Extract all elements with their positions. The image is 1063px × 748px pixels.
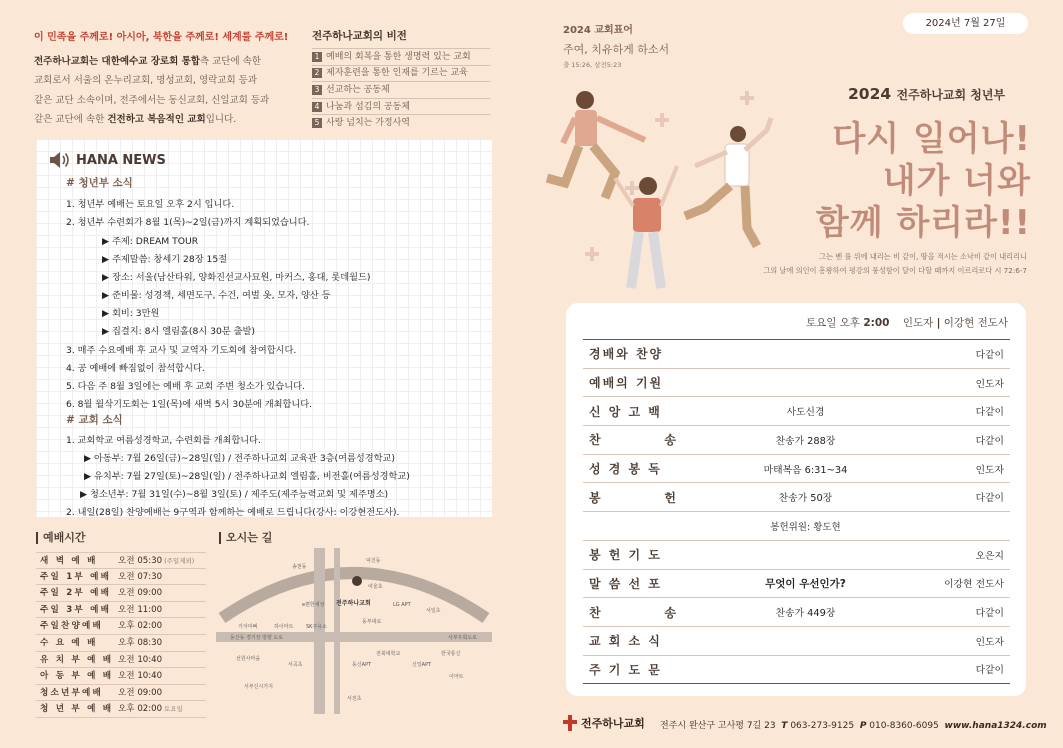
order-label: 예배의 기원: [589, 376, 664, 391]
retreat-verse: ▶ 주제말씀: 창세기 28장 15절: [102, 254, 228, 265]
worship-name: 주일 2부 예배: [40, 588, 112, 599]
woman-figure: [615, 166, 677, 288]
order-label: 경배와 찬양: [589, 347, 664, 362]
order-row: [583, 483, 1010, 512]
vision-item: [312, 48, 490, 65]
vision-list: [312, 28, 490, 131]
worship-time: 오전 07:30: [118, 571, 163, 582]
church-logo: 전주하나교회: [563, 715, 645, 731]
map-label-e: 서일초: [426, 608, 441, 614]
vision-item: [312, 65, 490, 82]
worship-time: 오전 09:00: [118, 687, 163, 698]
worship-order-header: 토요일 오후 2:00 인도자 | 이강현 전도사: [805, 317, 1008, 329]
order-row: [583, 570, 1010, 599]
intro-line-2: 교회로서 서울의 온누리교회, 명성교회, 영락교회 등과: [34, 75, 258, 87]
youth-news-1: 1. 청년부 예배는 토요일 오후 2시 입니다.: [66, 199, 235, 210]
vision-number: 1: [312, 52, 322, 62]
worship-name: 주일 1부 예배: [40, 571, 112, 582]
vision-number: 4: [312, 102, 322, 112]
vision-item: [312, 98, 490, 115]
order-row: [583, 627, 1010, 656]
order-row: [583, 541, 1010, 570]
worship-time-row: [36, 635, 206, 652]
kids-camp: ▶ 아동부: 7월 26일(금)~28일(일) / 전주하나교회 교육관 3층(여름성경학교): [84, 453, 395, 464]
map-label-f: e편한세상: [302, 602, 325, 608]
worship-time-row: [36, 668, 206, 685]
youth-dept-title: 2024 전주하나교회 청년부: [848, 85, 1006, 103]
worship-time-row: [36, 585, 206, 602]
church-intro: [34, 28, 294, 130]
times-title: 예배시간: [36, 532, 86, 544]
retreat-theme: ▶ 주제: DREAM TOUR: [102, 236, 199, 247]
order-label: 신 앙 고 백: [589, 404, 662, 419]
order-label: 봉 헌 기 도: [589, 548, 662, 563]
worship-time-row: [36, 569, 206, 586]
map-label-h: 가자미뼈: [238, 624, 258, 630]
order-row: [583, 369, 1010, 398]
map-label-m: 서부우회도로: [448, 635, 477, 641]
worship-time-row: [36, 701, 206, 718]
order-detail: 마태복음 6:31~34: [763, 464, 848, 476]
order-row: [583, 455, 1010, 484]
man-right-figure: [685, 118, 771, 246]
youth-news-3: 3. 매주 수요예배 후 교사 및 교역자 기도회에 참여합시다.: [66, 345, 297, 356]
vision-number: 5: [312, 118, 322, 128]
map-label-n: 전북대학교: [376, 651, 401, 657]
vertical-road-2: [334, 548, 340, 714]
order-leader: 다같이: [975, 493, 1004, 505]
church-pin-icon: [352, 576, 362, 586]
intro-line-4: 같은 교단에 속한 건전하고 복음적인 교회입니다.: [34, 114, 237, 126]
retreat-fee: ▶ 회비: 3만원: [102, 308, 160, 319]
order-row: [583, 512, 1010, 541]
map-label-s: 한국통신: [441, 651, 461, 657]
worship-time-row: [36, 552, 206, 569]
vertical-road-1: [314, 548, 325, 714]
map-label-r: 신일APT: [412, 662, 432, 668]
map-label-v: 이마트: [449, 674, 464, 680]
order-row: [583, 426, 1010, 455]
order-detail: 찬송가 449장: [775, 608, 836, 620]
worship-name: 수 요 예 배: [40, 637, 98, 648]
intro-headline: 이 민족을 주께로! 아시아, 북한을 주께로! 세계를 주께로!: [34, 32, 289, 43]
dancing-people-illustration: [545, 88, 795, 293]
worship-name: 청 년 부 예 배: [40, 704, 114, 715]
worship-time: 오후 08:30: [118, 637, 163, 648]
order-row: [583, 656, 1010, 685]
worship-time-row: [36, 618, 206, 635]
vision-title: 전주하나교회의 비전: [312, 30, 407, 42]
order-leader: 인도자: [975, 636, 1004, 648]
speaker-icon: [48, 151, 70, 169]
order-label: 봉 헌: [589, 490, 678, 505]
intro-line-3: 같은 교단 소속이며, 전주에서는 동신교회, 신일교회 등과: [34, 94, 270, 106]
retreat-supplies: ▶ 준비물: 성경책, 세면도구, 수건, 여벌 옷, 모자, 양산 등: [102, 290, 331, 301]
worship-times-table: [36, 552, 206, 718]
church-news-1: 1. 교회학교 여름성경학교, 수련회를 개최합니다.: [66, 435, 261, 446]
vision-text: 선교하는 공동체: [326, 84, 390, 95]
theme-line-1: 다시 일어나!: [832, 119, 1031, 159]
vision-item: [312, 114, 490, 131]
map-label-d: LG APT: [393, 602, 411, 608]
theme-line-3: 함께 하리라!!: [815, 203, 1031, 243]
vision-text: 사랑 넘치는 가정사역: [326, 118, 410, 129]
map-label-c: 여울초: [368, 584, 383, 590]
worship-time-row: [36, 652, 206, 669]
worship-time: 오전 10:40: [118, 671, 163, 682]
worship-name: 새 벽 예 배: [40, 556, 98, 566]
worship-name: 아 동 부 예 배: [40, 671, 114, 682]
preschool-camp: ▶ 유치부: 7월 27일(토)~28일(일) / 전주하나교회 엘림홀, 비전홀(여름성경학교): [84, 471, 410, 482]
worship-time-row: [36, 602, 206, 619]
order-leader: 오은지: [975, 550, 1004, 562]
worship-name: 유 치 부 예 배: [40, 654, 114, 665]
map-label-l: 동산동 경기장 방향 도로: [230, 635, 284, 641]
order-leader: 다같이: [975, 349, 1004, 361]
order-label: 성 경 봉 독: [589, 462, 662, 477]
order-leader: 인도자: [975, 378, 1004, 390]
order-detail: 찬송가 50장: [778, 493, 833, 505]
church-news-header: # 교회 소식: [66, 414, 123, 426]
order-leader: 다같이: [975, 665, 1004, 677]
theme-verse: 그는 벤 풀 위에 내리는 비 같이, 땅을 적시는 소낙비 같이 내리리니 그의 날에 의인이 흥왕하여 평강의 풍성함이 달이 다할 때까지 이르리로다 시 72:6-7: [763, 252, 1027, 275]
map-label-u: 서전초: [347, 696, 362, 702]
worship-time: 오전 11:00: [118, 604, 163, 615]
cross-logo-icon: [563, 715, 577, 731]
vision-number: 3: [312, 85, 322, 95]
map-church-label: 전주하나교회: [336, 600, 371, 607]
worship-name: 청소년부예배: [40, 687, 104, 698]
worship-order-list: [583, 339, 1010, 684]
worship-order-card: [566, 303, 1026, 696]
map-label-p: 선원사마을: [236, 656, 261, 662]
worship-time: 오후 02:00: [118, 621, 163, 632]
vision-text: 제자훈련을 통한 인재를 기르는 교육: [326, 68, 468, 79]
youth-news-6: 6. 8월 월삭기도회는 1일(목)에 새벽 5시 30분에 개최합니다.: [66, 399, 313, 410]
order-row: [583, 598, 1010, 627]
order-label: 찬 송: [589, 433, 678, 448]
order-label: 찬 송: [589, 605, 678, 620]
hana-news-box: [36, 139, 492, 517]
order-leader: 다같이: [975, 407, 1004, 419]
worship-time: 오후 02:00 토요일: [118, 704, 183, 715]
date-badge: 2024년 7월 27일: [903, 13, 1028, 34]
motto-ref: 출 15:26, 살전5:23: [563, 61, 622, 69]
order-label: 주 기 도 문: [589, 662, 662, 677]
youth-news-4: 4. 공 예배에 빠짐없이 참석합시다.: [66, 363, 205, 374]
youth-news-2: 2. 청년부 수련회가 8월 1(목)~2일(금)까지 계획되었습니다.: [66, 217, 310, 228]
map-label-b: 덕진동: [366, 558, 381, 564]
map-label-g: 동부대로: [362, 619, 382, 625]
map-label-i: 하이마트: [274, 624, 294, 630]
map-label-q: 동신APT: [352, 662, 372, 668]
order-label: 교 회 소 식: [589, 634, 662, 649]
footer-website[interactable]: www.hana1324.com: [944, 721, 1047, 731]
theme-line-2: 내가 너와: [882, 161, 1031, 201]
map-label-o: 서곡초: [288, 662, 303, 668]
worship-name: 주일 3부 예배: [40, 604, 112, 615]
church-news-2: 2. 내일(28일) 찬양예배는 9구역과 함께하는 예배로 드립니다(강사: 이강현전도사).: [66, 507, 400, 518]
map-label-j: SK주유소: [306, 624, 327, 630]
worship-time-row: [36, 685, 206, 702]
motto-text: 주여, 치유하게 하소서: [563, 43, 670, 56]
worship-time: 오전 09:00: [118, 588, 163, 599]
retreat-place: ▶ 장소: 서울(남산타워, 양화진선교사묘원, 마커스, 홍대, 롯데월드): [102, 272, 371, 283]
theme-title: [816, 118, 1031, 244]
order-label: 말 씀 선 포: [589, 576, 662, 591]
vision-text: 나눔과 섬김의 공동체: [326, 101, 410, 112]
order-detail: 사도신경: [786, 407, 825, 419]
footer-contact: 전주시 완산구 고사평 7길 23 T 063-273-9125 P 010-8360-6095 www.hana1324.com: [660, 721, 1047, 731]
worship-name: 주일찬양예배: [40, 621, 104, 632]
worship-time: 오전 05:30 (주일제외): [118, 556, 195, 566]
intro-line-1: 전주하나교회는 대한예수교 장로회 통합측 교단에 속한: [34, 55, 262, 67]
map-title: 오시는 길: [219, 532, 272, 544]
order-detail: 무엇이 우선인가?: [765, 577, 846, 590]
motto-label: 2024 교회표어: [563, 25, 633, 36]
directions-map: [216, 548, 492, 714]
youth-news-5: 5. 다음 주 8월 3일에는 예배 후 교회 주변 청소가 있습니다.: [66, 381, 305, 392]
order-leader: 다같이: [975, 608, 1004, 620]
youth-news-header: # 청년부 소식: [66, 177, 133, 189]
worship-time: 오전 10:40: [118, 654, 163, 665]
news-title: HANA NEWS: [76, 152, 166, 168]
map-label-a: 송천동: [292, 564, 307, 570]
news-header: [48, 151, 166, 169]
order-detail: 봉헌위원: 황도현: [770, 521, 841, 533]
order-leader: 다같이: [975, 435, 1004, 447]
vision-text: 예배의 회복을 통한 생명력 있는 교회: [326, 51, 471, 62]
vision-item: [312, 81, 490, 98]
teen-camp: ▶ 청소년부: 7월 31일(수)~8월 3일(토) / 제주도(제주능력교회 및 제주명소): [80, 489, 389, 500]
order-row: [583, 397, 1010, 426]
map-label-t: 서부신시가지: [244, 684, 273, 690]
vision-number: 2: [312, 68, 322, 78]
retreat-meeting: ▶ 집결지: 8시 엘림홀(8시 30분 출발): [102, 326, 255, 337]
order-row: [583, 340, 1010, 369]
order-leader: 이강현 전도사: [944, 579, 1004, 591]
order-leader: 인도자: [975, 464, 1004, 476]
order-detail: 찬송가 288장: [775, 435, 836, 447]
